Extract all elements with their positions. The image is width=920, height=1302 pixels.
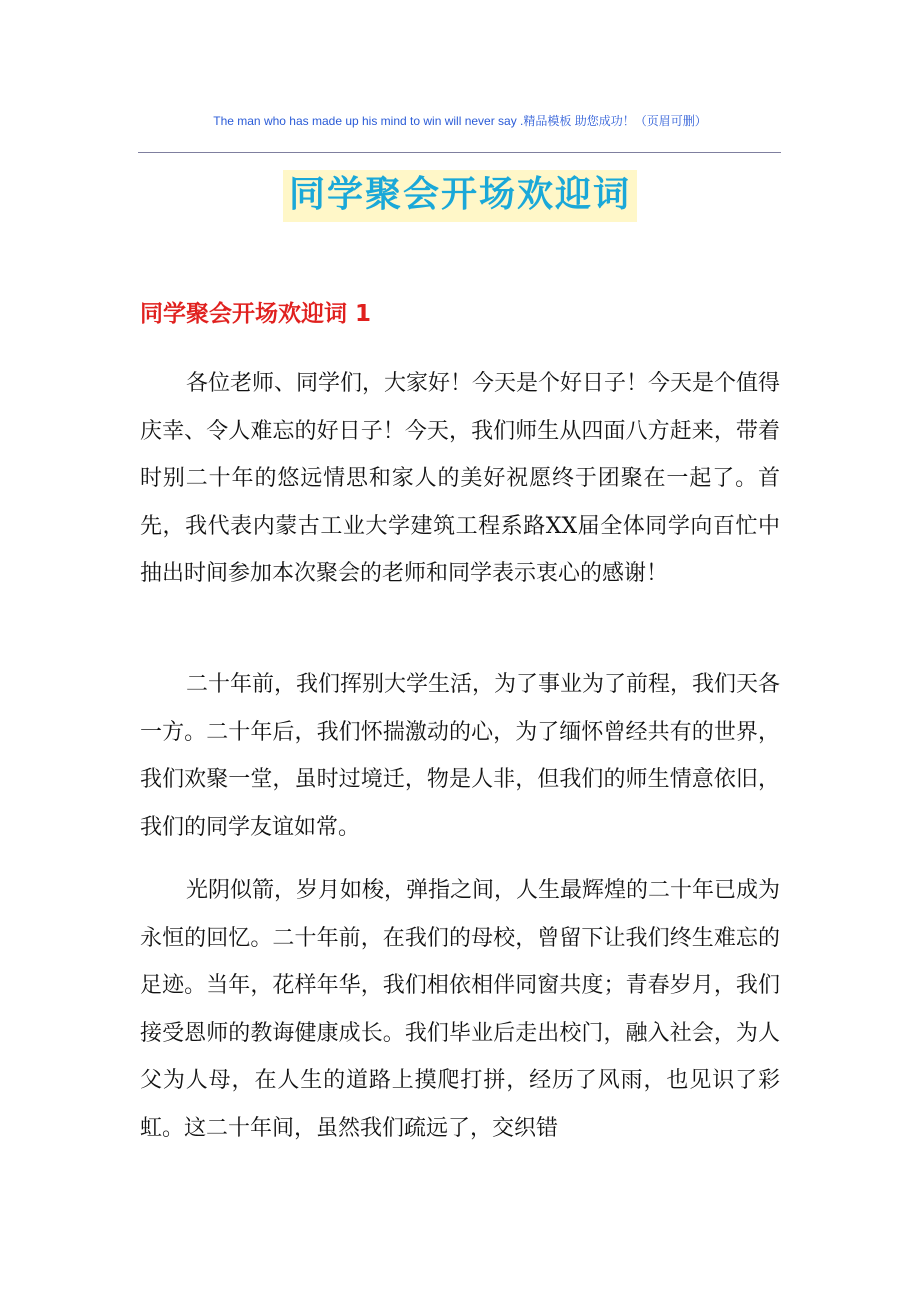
document-title: 同学聚会开场欢迎词	[283, 170, 637, 222]
body-paragraph-2: 二十年前，我们挥别大学生活，为了事业为了前程，我们天各一方。二十年后，我们怀揣激动的心，为了缅怀曾经共有的世界，我们欢聚一堂，虽时过境迁，物是人非，但我们的师生情意依旧，我们的同学友谊如常。	[140, 672, 781, 840]
body-paragraph-1: 各位老师、同学们，大家好！今天是个好日子！今天是个值得庆幸、令人难忘的好日子！今天，我们师生从四面八方赶来，带着时别二十年的悠远情思和家人的美好祝愿终于团聚在一起了。首先，我代表内蒙古工业大学建筑工程系路XX届全体同学向百忙中抽出时间参加本次聚会的老师和同学表示衷心的感谢！	[140, 371, 781, 586]
header-divider	[138, 152, 781, 153]
page-header-tagline: The man who has made up his mind to win will never say .精品模板 助您成功！（页眉可删）	[213, 114, 707, 128]
title-container	[0, 170, 920, 222]
body-paragraph-3: 光阴似箭，岁月如梭，弹指之间，人生最辉煌的二十年已成为永恒的回忆。二十年前，在我们的母校，曾留下让我们终生难忘的足迹。当年，花样年华，我们相依相伴同窗共度；青春岁月，我们接受恩师的教诲健康成长。我们毕业后走出校门，融入社会，为人父为人母，在人生的道路上摸爬打拼，经历了风雨，也见识了彩虹。这二十年间，虽然我们疏远了，交织错	[140, 878, 781, 1141]
section-heading: 同学聚会开场欢迎词 1	[140, 301, 372, 327]
